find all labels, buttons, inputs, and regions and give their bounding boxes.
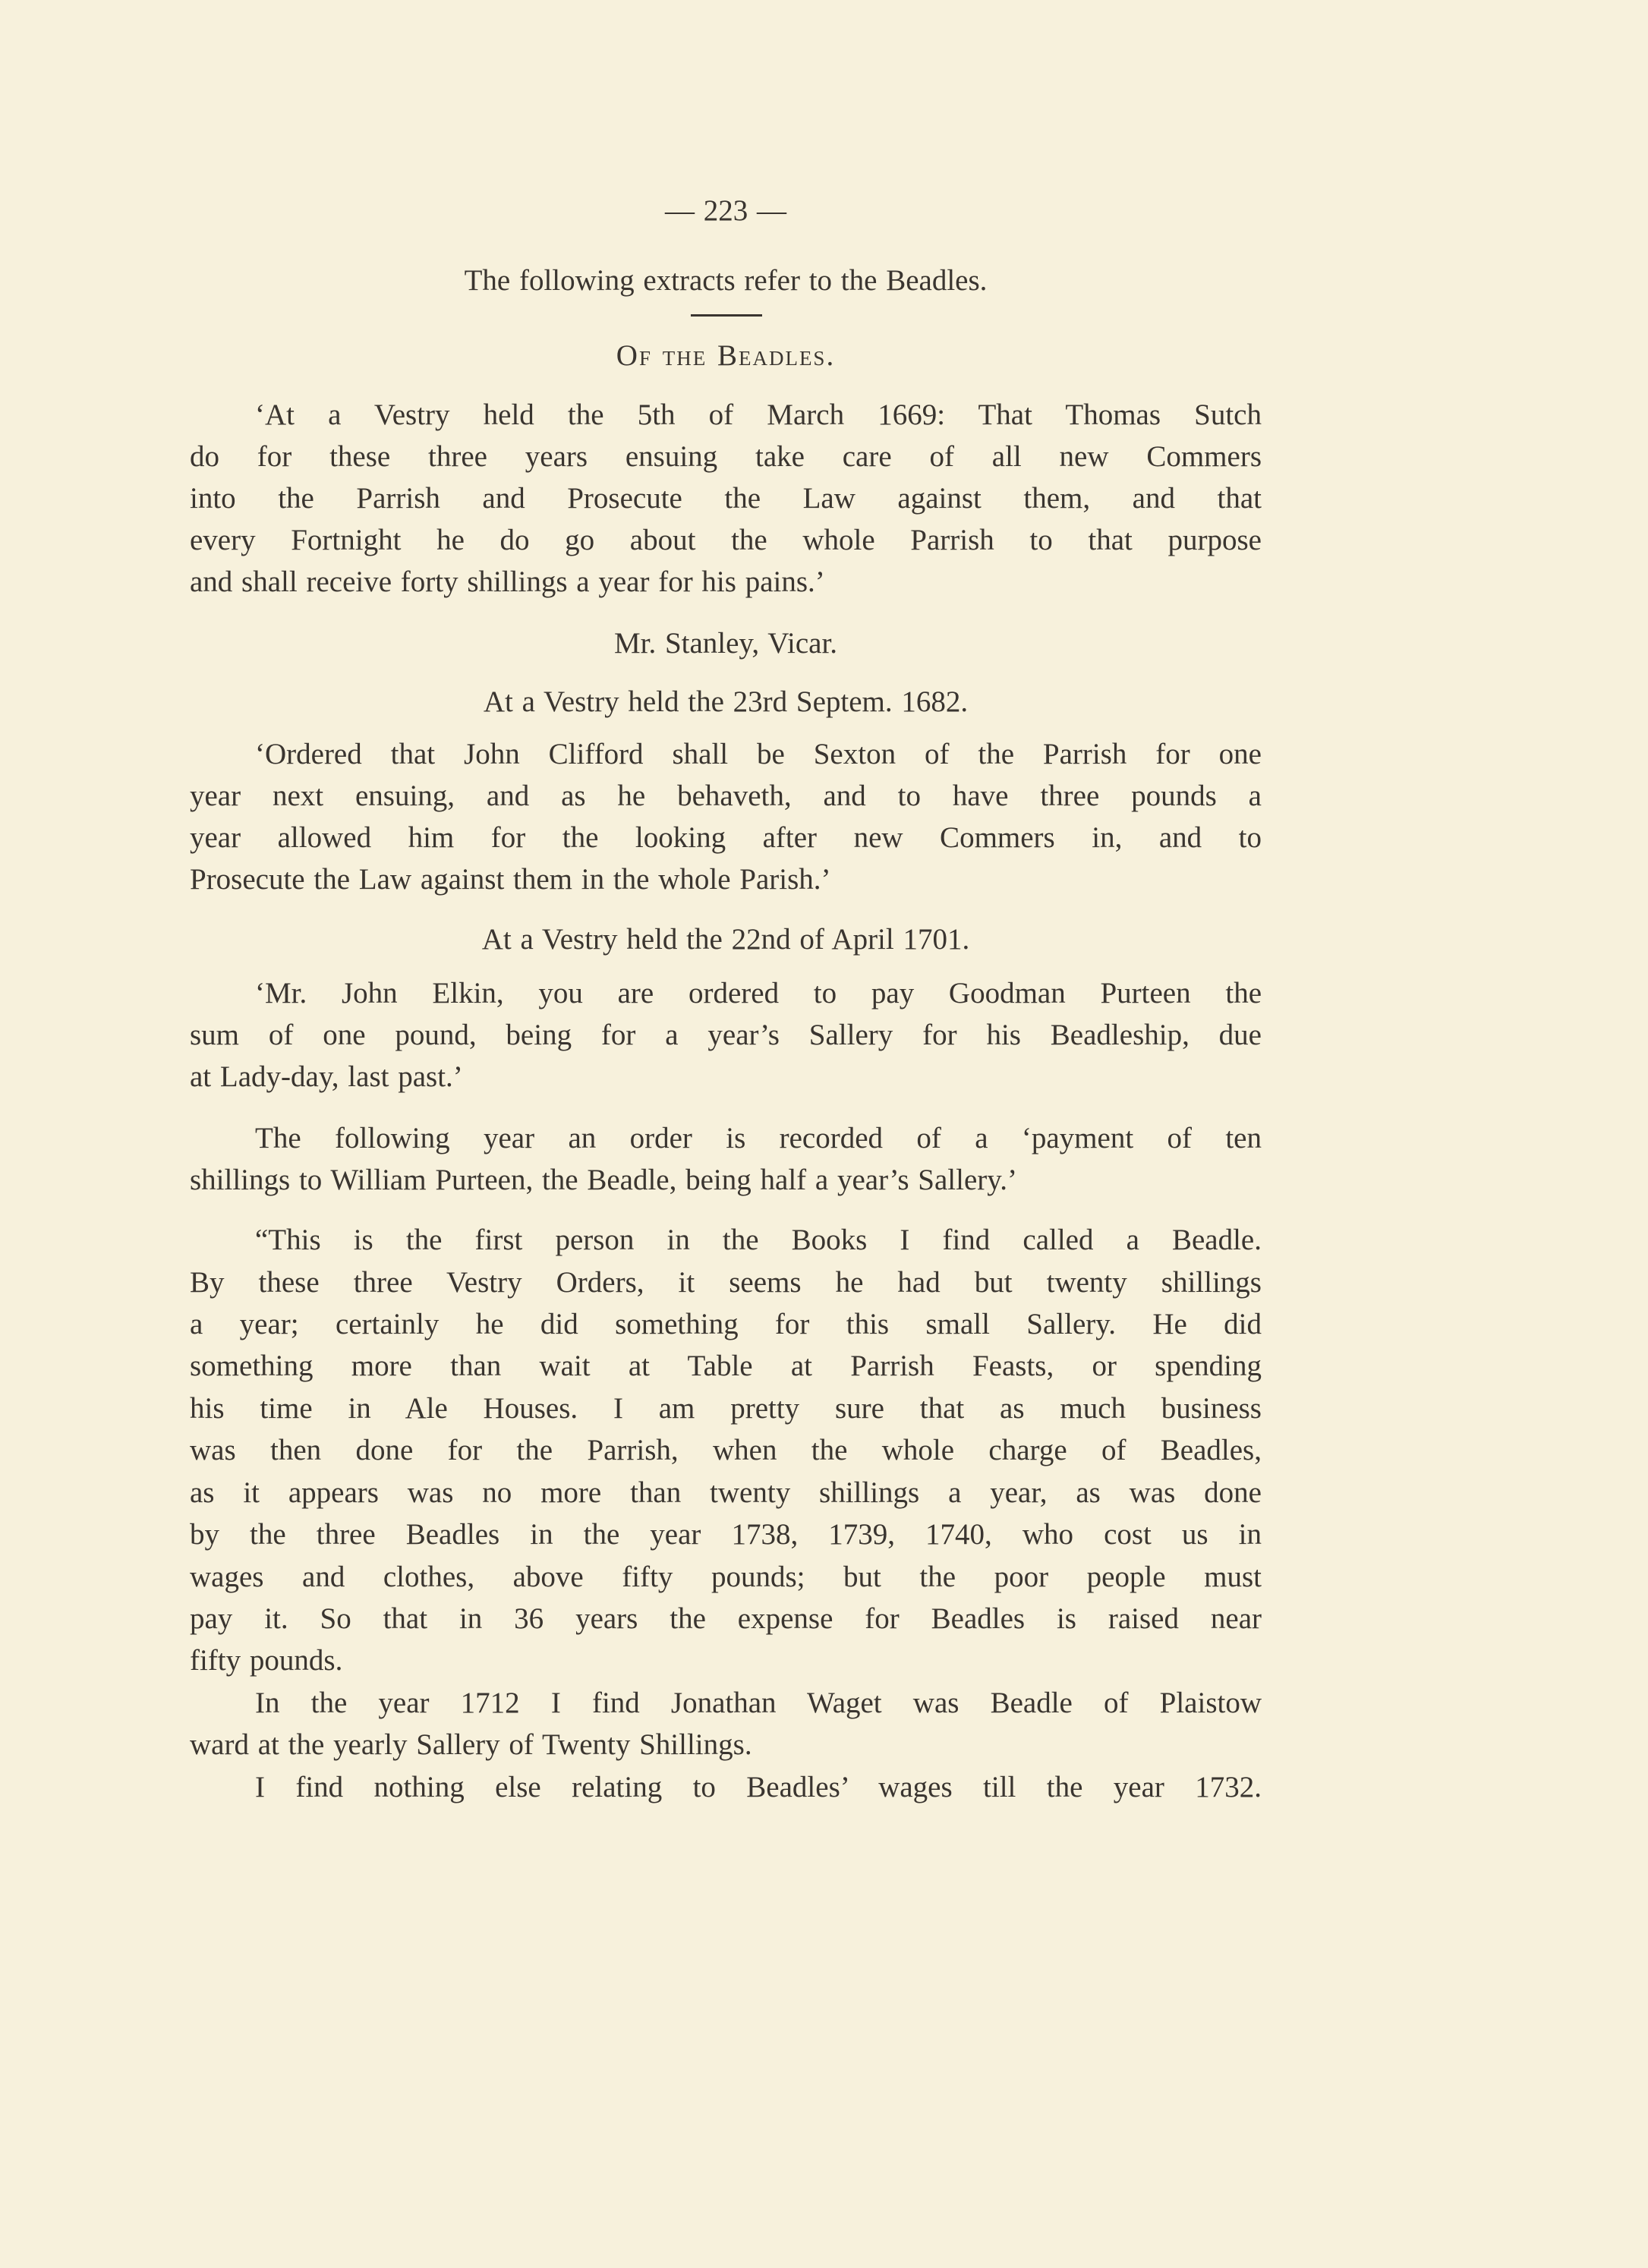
text-line: and shall receive forty shillings a year for his pains.’ [190,565,825,598]
page-number: — 223 — [665,194,786,227]
text-line: do for these three years ensuing take care of all new Commers [190,440,1262,473]
text-line: a year; certainly he did something for this small Sallery. He did [190,1308,1262,1340]
text-line: I find nothing else relating to Beadles’ wages till the year 1732. [255,1771,1262,1803]
text-line: at Lady-day, last past.’ [190,1060,463,1093]
text-line: his time in Ale Houses. I am pretty sure that as much business [190,1392,1262,1425]
text-line: Prosecute the Law against them in the whole Parish.’ [190,863,831,896]
text-line: “This is the first person in the Books I find called a Beadle. [255,1224,1262,1256]
text-line: In the year 1712 I find Jonathan Waget was Beadle of Plaistow [255,1687,1262,1719]
section-rule [691,314,762,317]
text-line: By these three Vestry Orders, it seems he had but twenty shillings [190,1266,1262,1299]
text-line: by the three Beadles in the year 1738, 1739, 1740, who cost us in [190,1518,1262,1551]
text-line: shillings to William Purteen, the Beadle, being half a year’s Sallery.’ [190,1164,1017,1196]
vestry-heading: At a Vestry held the 22nd of April 1701. [481,923,970,956]
text-line: ‘Mr. John Elkin, you are ordered to pay Goodman Purteen the [255,977,1262,1010]
text-line: year allowed him for the looking after new Commers in, and to [190,821,1262,854]
text-line: something more than wait at Table at Parrish Feasts, or spending [190,1350,1262,1382]
text-line: ‘Ordered that John Clifford shall be Sexton of the Parrish for one [255,738,1262,770]
text-line: wages and clothes, above fifty pounds; but the poor people must [190,1561,1262,1593]
text-line: was then done for the Parrish, when the whole charge of Beadles, [190,1434,1262,1466]
text-line: ward at the yearly Sallery of Twenty Shillings. [190,1728,752,1761]
text-line: year next ensuing, and as he behaveth, and to have three pounds a [190,780,1262,812]
text-line: ‘At a Vestry held the 5th of March 1669: That Thomas Sutch [255,398,1262,431]
text-line: as it appears was no more than twenty shillings a year, as was done [190,1476,1262,1509]
text-line: into the Parrish and Prosecute the Law against them, and that [190,482,1262,515]
text-line: sum of one pound, being for a year’s Sallery for his Beadleship, due [190,1019,1262,1051]
text-line: fifty pounds. [190,1644,343,1677]
text-line: every Fortnight he do go about the whole Parrish to that purpose [190,524,1262,556]
intro-line: The following extracts refer to the Beadles. [464,264,988,297]
vestry-heading: At a Vestry held the 23rd Septem. 1682. [483,685,969,718]
signature-line: Mr. Stanley, Vicar. [613,627,838,660]
text-line: The following year an order is recorded of a ‘payment of ten [255,1122,1262,1154]
section-heading: Of the Beadles. [616,339,836,372]
text-line: pay it. So that in 36 years the expense for Beadles is raised near [190,1602,1262,1635]
